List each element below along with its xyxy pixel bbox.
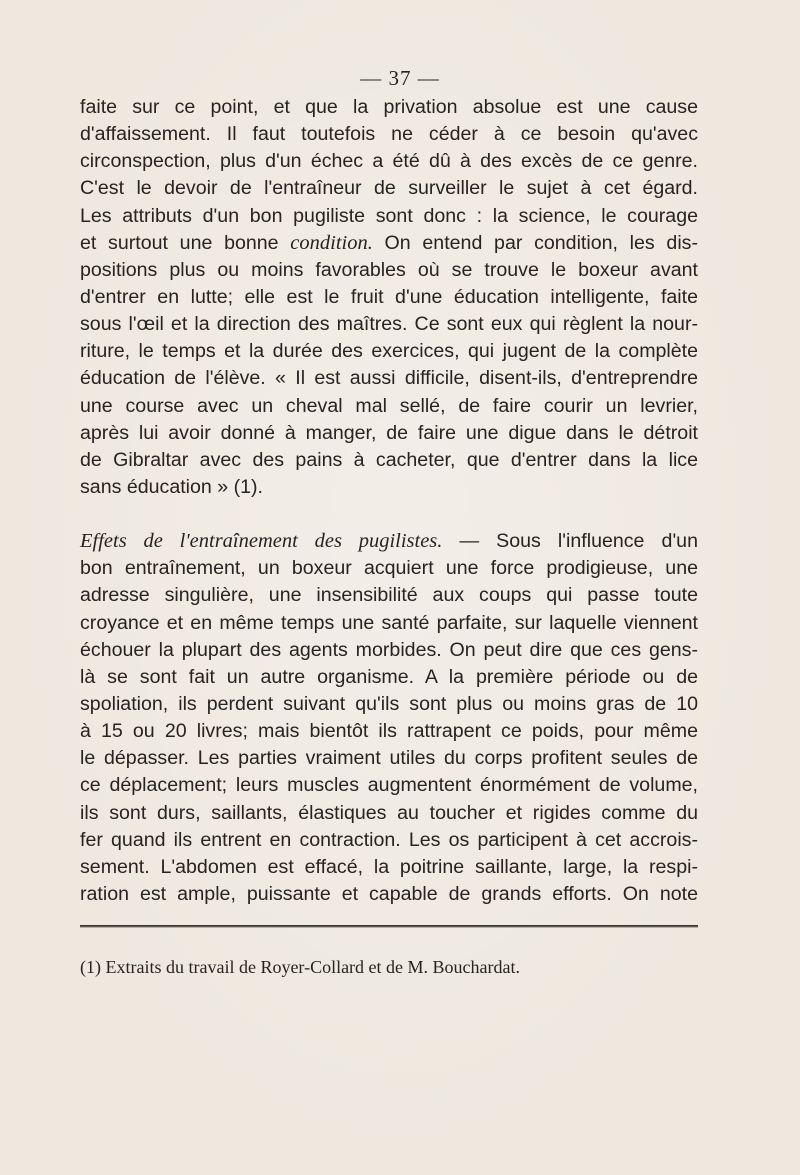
text-line: adresse singulière, une insensibilité aux coups qui passe toute <box>80 584 698 607</box>
text-line: ils sont durs, saillants, élastiques au toucher et rigides comme du <box>80 801 698 824</box>
text-line: échouer la plupart des agents morbides. On peut dire que ces gens- <box>80 638 698 661</box>
text-fragment: et surtout une bonne <box>80 231 291 254</box>
text-line: après lui avoir donné à manger, de faire une digue dans le détroit <box>80 421 698 444</box>
text-line <box>80 230 698 257</box>
text-line: d'entrer en lutte; elle est le fruit d'une éducation intelligente, faite <box>80 285 698 308</box>
text-line: sans éducation » (1). <box>80 475 263 498</box>
text-line: Les attributs d'un bon pugiliste sont donc : la science, le courage <box>80 204 698 227</box>
text-line: positions plus ou moins favorables où se trouve le boxeur avant <box>80 258 698 281</box>
italic-term: condition. <box>290 231 373 254</box>
body-text <box>80 94 698 908</box>
text-line: de Gibraltar avec des pains à cacheter, que d'entrer dans la lice <box>80 448 698 471</box>
text-line: ce déplacement; leurs muscles augmentent énormément de volume, <box>80 774 698 797</box>
text-line: une course avec un cheval mal sellé, de faire courir un levrier, <box>80 394 698 417</box>
text-line: fer quand ils entrent en contraction. Les os participent à cet accrois- <box>80 828 698 851</box>
text-line: C'est le devoir de l'entraîneur de surveiller le sujet à cet égard. <box>80 177 698 200</box>
text-line: sous l'œil et la direction des maîtres. Ce sont eux qui règlent la nour- <box>80 313 698 336</box>
footnote-rule <box>80 925 698 928</box>
paragraph-gap <box>80 501 698 528</box>
text-line: éducation de l'élève. « Il est aussi difficile, disent-ils, d'entreprendre <box>80 367 698 390</box>
text-line: sement. L'abdomen est effacé, la poitrine saillante, large, la respi- <box>80 855 698 878</box>
text-line: circonspection, plus d'un échec a été dû à des excès de ce genre. <box>80 150 698 173</box>
text-line: le dépasser. Les parties vraiment utiles du corps profitent seules de <box>80 747 698 770</box>
text-fragment: On entend par condition, les dis- <box>372 231 699 254</box>
text-line <box>80 528 698 555</box>
text-line: là se sont fait un autre organisme. A la première période ou de <box>80 665 698 688</box>
text-line: riture, le temps et la durée des exercices, qui jugent de la complète <box>80 340 698 363</box>
page-number: — 37 — <box>360 66 440 90</box>
section-heading: Effets de l'entraînement des pugilistes. <box>80 530 443 553</box>
text-line: croyance et en même temps une santé parfaite, sur laquelle viennent <box>80 611 698 634</box>
text-line: ration est ample, puissante et capable de grands efforts. On note <box>80 882 698 905</box>
footnote: (1) Extraits du travail de Royer-Collard et de M. Bouchardat. <box>80 957 521 977</box>
text-line: spoliation, ils perdent suivant qu'ils sont plus ou moins gras de 10 <box>80 692 698 715</box>
text-line: à 15 ou 20 livres; mais bientôt ils rattrapent ce poids, pour même <box>80 720 698 743</box>
text-fragment: — Sous l'influence d'un <box>442 530 698 553</box>
text-line: faite sur ce point, et que la privation absolue est une cause <box>80 96 698 118</box>
text-line: d'affaissement. Il faut toutefois ne céder à ce besoin qu'avec <box>80 123 698 146</box>
text-line: bon entraînement, un boxeur acquiert une force prodigieuse, une <box>80 557 698 580</box>
